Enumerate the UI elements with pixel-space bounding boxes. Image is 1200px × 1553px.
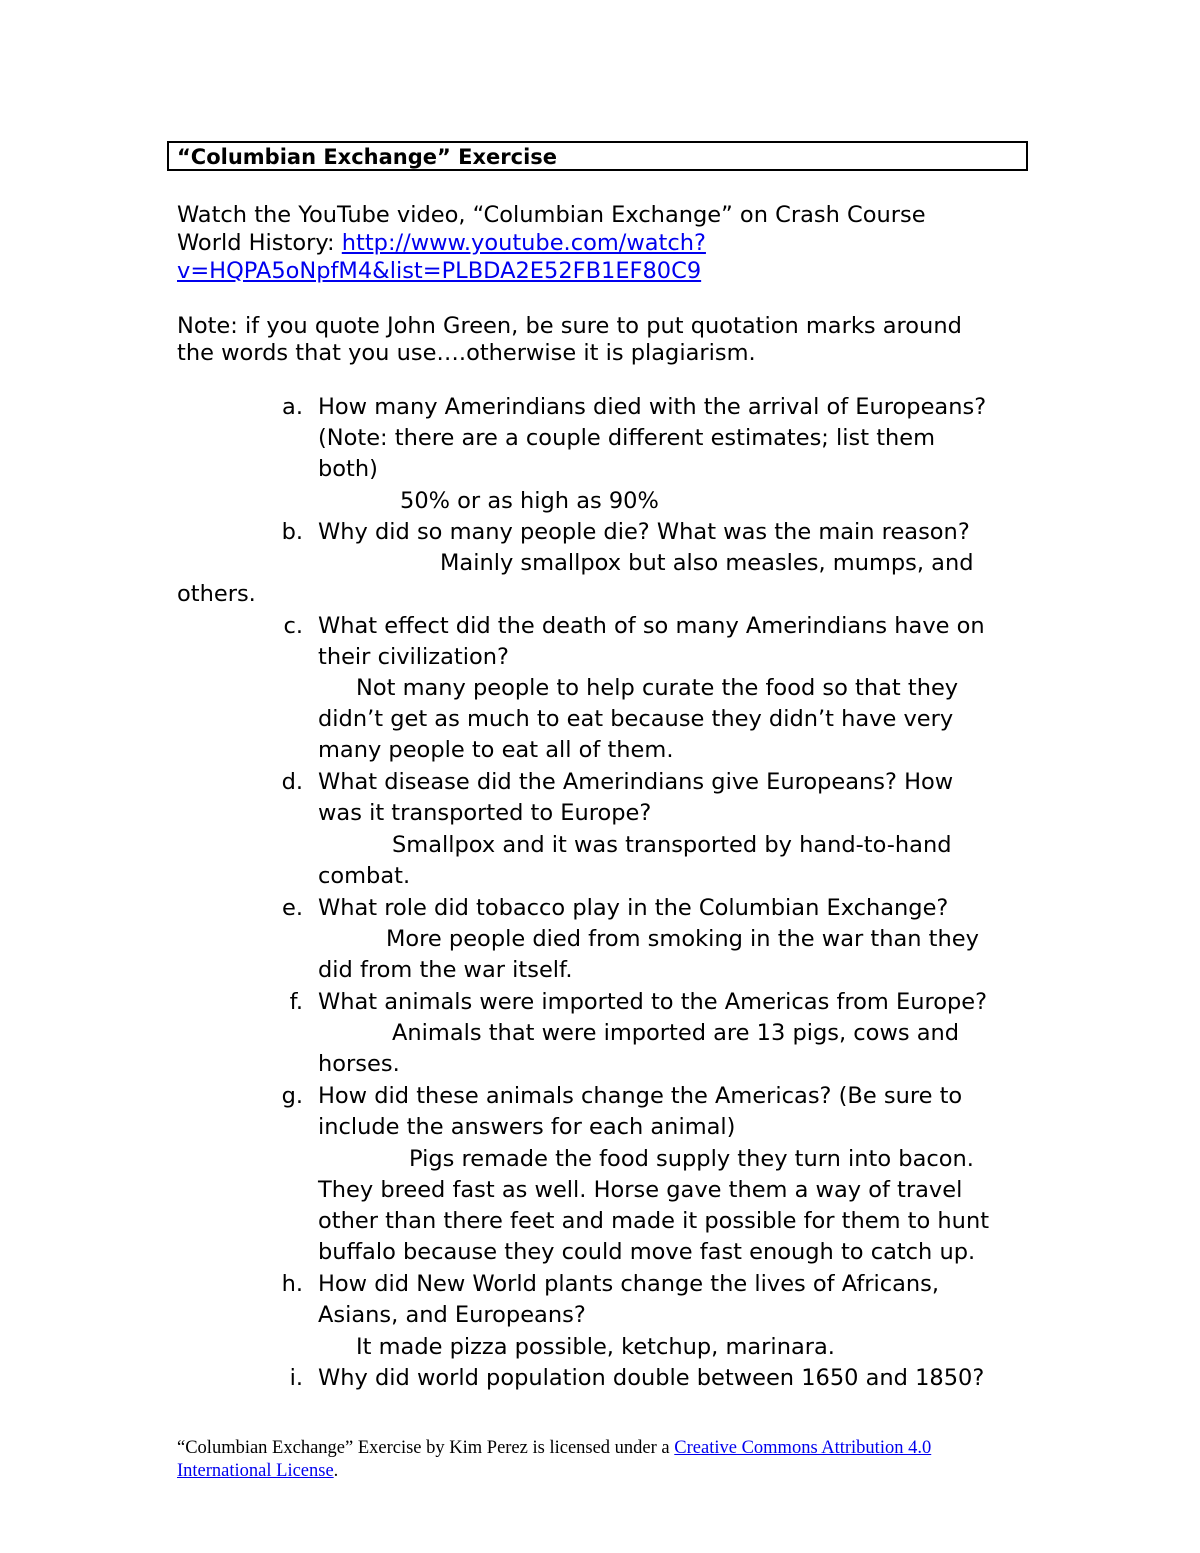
license-link-part-2[interactable]: International License [177, 1461, 334, 1481]
answer-g-line-3: other than there feet and made it possible for them to hunt [318, 1208, 990, 1234]
answer-c-line-2: didn’t get as much to eat because they didn’t have very [318, 706, 954, 732]
question-h-line-1: How did New World plants change the lives of Africans, [318, 1271, 940, 1297]
intro-line-1: Watch the YouTube video, “Columbian Exchange” on Crash Course [177, 202, 926, 228]
question-h-line-2: Asians, and Europeans? [318, 1302, 586, 1328]
answer-g-line-2: They breed fast as well. Horse gave them a way of travel [318, 1177, 963, 1203]
question-letter-g: g. [281, 1083, 303, 1109]
question-b-line-1: Why did so many people die? What was the main reason? [318, 519, 970, 545]
question-d-line-2: was it transported to Europe? [318, 800, 652, 826]
youtube-link-part-1[interactable]: http://www.youtube.com/watch? [341, 230, 706, 256]
question-letter-a: a. [282, 394, 303, 420]
note-line-1: Note: if you quote John Green, be sure to put quotation marks around [177, 313, 962, 339]
answer-c-line-3: many people to eat all of them. [318, 737, 674, 763]
question-e-line-1: What role did tobacco play in the Columbian Exchange? [318, 895, 949, 921]
footer-line-1 [177, 1437, 931, 1460]
answer-e-line-1: More people died from smoking in the war than they [386, 926, 979, 952]
answer-a-line-1: 50% or as high as 90% [400, 488, 659, 514]
intro-line-2 [177, 229, 706, 257]
answer-b-line-1: Mainly smallpox but also measles, mumps, and [440, 550, 974, 576]
question-letter-c: c. [283, 613, 303, 639]
question-g-line-2: include the answers for each animal) [318, 1114, 736, 1140]
question-a-line-2: (Note: there are a couple different estimates; list them [318, 425, 936, 451]
answer-e-line-2: did from the war itself. [318, 957, 573, 983]
question-g-line-1: How did these animals change the Americas? (Be sure to [318, 1083, 963, 1109]
note-line-2: the words that you use….otherwise it is plagiarism. [177, 340, 756, 366]
footer-line-2 [177, 1460, 338, 1483]
question-d-line-1: What disease did the Amerindians give Europeans? How [318, 769, 954, 795]
question-c-line-2: their civilization? [318, 644, 509, 670]
question-c-line-1: What effect did the death of so many Amerindians have on [318, 613, 985, 639]
answer-d-line-1: Smallpox and it was transported by hand-to-hand [392, 832, 952, 858]
intro-line-3 [177, 257, 701, 285]
question-a-line-1: How many Amerindians died with the arrival of Europeans? [318, 394, 987, 420]
question-letter-h: h. [281, 1271, 303, 1297]
footer-text: “Columbian Exchange” Exercise by Kim Perez is licensed under a [177, 1438, 675, 1458]
question-letter-b: b. [281, 519, 303, 545]
youtube-link-part-2[interactable]: v=HQPA5oNpfM4&list=PLBDA2E52FB1EF80C9 [177, 258, 702, 284]
answer-f-line-1: Animals that were imported are 13 pigs, cows and [392, 1020, 960, 1046]
question-letter-i: i. [289, 1365, 303, 1391]
question-letter-f: f. [289, 989, 303, 1015]
footer-period: . [333, 1461, 339, 1481]
answer-f-line-2: horses. [318, 1051, 400, 1077]
answer-b-line-2: others. [177, 581, 256, 607]
question-i-line-1: Why did world population double between 1650 and 1850? [318, 1365, 985, 1391]
answer-c-line-1: Not many people to help curate the food so that they [356, 675, 959, 701]
question-letter-d: d. [281, 769, 303, 795]
license-link-part-1[interactable]: Creative Commons Attribution 4.0 [674, 1438, 932, 1458]
answer-g-line-4: buffalo because they could move fast enough to catch up. [318, 1239, 976, 1265]
answer-g-line-1: Pigs remade the food supply they turn into bacon. [409, 1146, 974, 1172]
title-box [167, 141, 1028, 171]
question-a-line-3: both) [318, 456, 378, 482]
intro-line-2-text: World History: [177, 230, 342, 256]
question-f-line-1: What animals were imported to the Americas from Europe? [318, 989, 988, 1015]
answer-d-line-2: combat. [318, 863, 411, 889]
page-title: “Columbian Exchange” Exercise [177, 145, 558, 169]
answer-h-line-1: It made pizza possible, ketchup, marinara. [356, 1334, 835, 1360]
question-letter-e: e. [282, 895, 303, 921]
